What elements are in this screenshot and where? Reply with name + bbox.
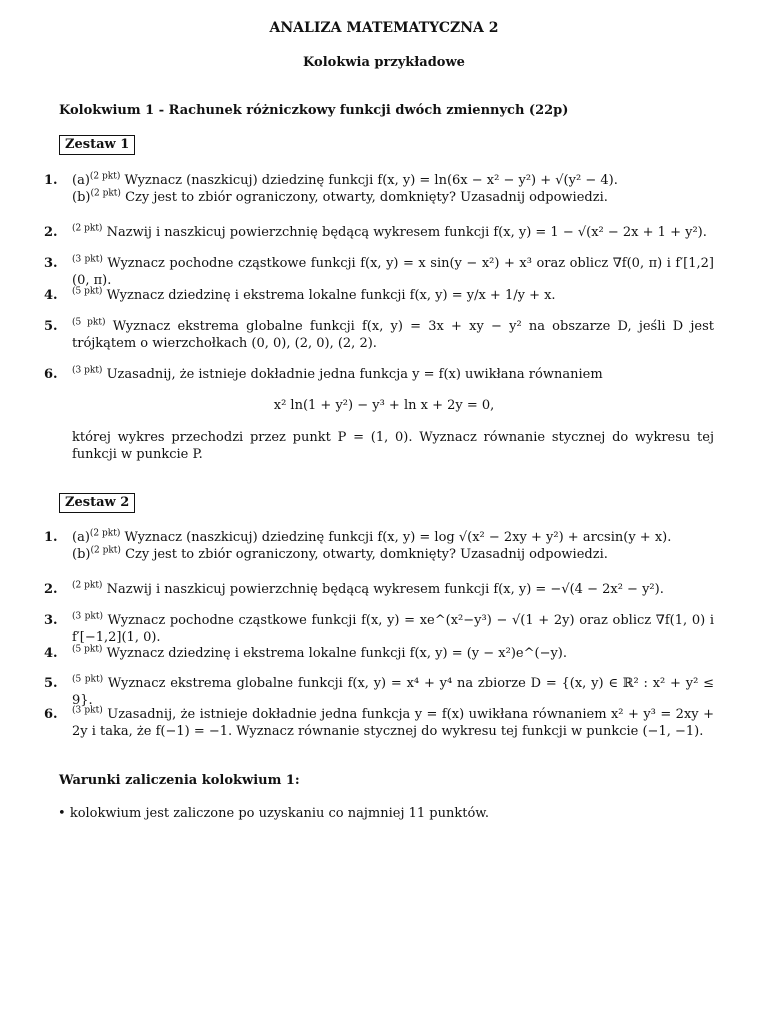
set-1-problem-3: 3. $^{(3 pkt)}$ Wyznacz pochodne cząstkowe funkcji f(x, y) = x sin(y − x²) + x³ oraz oblicz ∇f(0, π) i f′[1,2](0, π). [44,254,715,288]
set-1-problem-2: 2. $^{(2 pkt)}$ Nazwij i naszkicuj powierzchnię będącą wykresem funkcji f(x, y) = 1 − √(x² − 2x + 1 + y²). [44,223,707,240]
problem-text: Uzasadnij, że istnieje dokładnie jedna funkcja y = f(x) uwikłana równaniem x² + y³ = 2xy + 2y i taka, że f(−1) = −1. Wyznacz równanie stycznej do wykresu tej funkcji w punkcie (−1, −1). [72,707,714,739]
problem-text: Wyznacz ekstrema globalne funkcji f(x, y) = x⁴ + y⁴ na zbiorze D = {(x, y) ∈ ℝ² : x² + y² ≤ 9}. [72,676,714,708]
set-1-problem-1: 1. $(a)^{(2 pkt)}$ Wyznacz (naszkicuj) dziedzinę funkcji f(x, y) = ln(6x − x² − y²) + √(y² − 4). $(b)^{(2 pkt)}$ Czy jest to zbiór ograniczony, otwarty, domknięty? Uzasadnij odpowiedzi. [44,171,618,205]
problem-text: Czy jest to zbiór ograniczony, otwarty, domknięty? Uzasadnij odpowiedzi. [125,190,608,205]
set-1-problem-5: 5. $^{(5 pkt)}$ Wyznacz ekstrema globalne funkcji f(x, y) = 3x + xy − y² na obszarze D, jeśli D jest trójkątem o wierzchołkach (0, 0), (2, 0), (2, 2). [44,317,714,351]
problem-text: Wyznacz ekstrema globalne funkcji f(x, y) = 3x + xy − y² na obszarze D, jeśli D jest trójkątem o wierzchołkach (0, 0), (2, 0), (2, 2). [72,319,714,351]
problem-text: Wyznacz (naszkicuj) dziedzinę funkcji f(x, y) = ln(6x − x² − y²) + √(y² − 4). [124,173,618,188]
problem-text: Nazwij i naszkicuj powierzchnię będącą wykresem funkcji f(x, y) = 1 − √(x² − 2x + 1 + y²). [106,225,707,240]
section-heading: Kolokwium 1 - Rachunek różniczkowy funkcji dwóch zmiennych (22p) [59,103,569,118]
set-1-problem-6: 6. $^{(3 pkt)}$ Uzasadnij, że istnieje dokładnie jedna funkcja y = f(x) uwikłana równaniem [44,365,603,382]
document-subtitle: Kolokwia przykładowe [303,55,465,70]
problem-text: Wyznacz dziedzinę i ekstrema lokalne funkcji f(x, y) = (y − x²)e^(−y). [106,646,568,661]
set-2-problem-5: 5. $^{(5 pkt)}$ Wyznacz ekstrema globalne funkcji f(x, y) = x⁴ + y⁴ na zbiorze D = {(x, y) ∈ ℝ² : x² + y² ≤ 9}. [44,674,714,708]
set-1-label: Zestaw 1 [59,135,135,155]
set-2-label: Zestaw 2 [59,493,135,513]
problem-text: Wyznacz pochodne cząstkowe funkcji f(x, y) = xe^(x²−y³) − √(1 + 2y) oraz oblicz ∇f(1, 0) i f′[−1,2](1, 0). [72,613,714,645]
set-2-problem-4: 4. $^{(5 pkt)}$ Wyznacz dziedzinę i ekstrema lokalne funkcji f(x, y) = (y − x²)e^(−y). [44,644,568,661]
problem-text: Nazwij i naszkicuj powierzchnię będącą wykresem funkcji f(x, y) = −√(4 − 2x² − y²). [106,582,664,597]
problem-text: Czy jest to zbiór ograniczony, otwarty, domknięty? Uzasadnij odpowiedzi. [125,547,608,562]
conditions-heading: Warunki zaliczenia kolokwium 1: [59,773,300,788]
set-2-problem-6: 6. $^{(3 pkt)}$ Uzasadnij, że istnieje dokładnie jedna funkcja y = f(x) uwikłana równaniem x² + y³ = 2xy + 2y i taka, że f(−1) = −1. Wyznacz równanie stycznej do wykresu tej funkcji w punkcie (−1, −1). [44,705,714,739]
set-2-problem-3: 3. $^{(3 pkt)}$ Wyznacz pochodne cząstkowe funkcji f(x, y) = xe^(x²−y³) − √(1 + 2y) oraz oblicz ∇f(1, 0) i f′[−1,2](1, 0). [44,611,714,645]
problem-text: Wyznacz dziedzinę i ekstrema lokalne funkcji f(x, y) = y/x + 1/y + x. [106,288,556,303]
set-1-problem-6-continuation: której wykres przechodzi przez punkt P = (1, 0). Wyznacz równanie stycznej do wykresu tej funkcji w punkcie P. [72,430,714,462]
set-1-equation: x² ln(1 + y²) − y³ + ln x + 2y = 0, [273,398,495,413]
conditions-list-item: • kolokwium jest zaliczone po uzyskaniu co najmniej 11 punktów. [58,806,489,821]
set-2-problem-2: 2. $^{(2 pkt)}$ Nazwij i naszkicuj powierzchnię będącą wykresem funkcji f(x, y) = −√(4 − 2x² − y²). [44,580,664,597]
bullet-icon: • [58,806,66,821]
problem-text: Wyznacz (naszkicuj) dziedzinę funkcji f(x, y) = log √(x² − 2xy + y²) + arcsin(y + x). [124,530,672,545]
set-1-problem-4: 4. $^{(5 pkt)}$ Wyznacz dziedzinę i ekstrema lokalne funkcji f(x, y) = y/x + 1/y + x. [44,286,556,303]
document-title: ANALIZA MATEMATYCZNA 2 [269,20,499,36]
set-2-problem-1: 1. $(a)^{(2 pkt)}$ Wyznacz (naszkicuj) dziedzinę funkcji f(x, y) = log √(x² − 2xy + y²) + arcsin(y + x). $(b)^{(2 pkt)}$ Czy jest to zbiór ograniczony, otwarty, domknięty? Uzasadnij odpowiedzi. [44,528,672,562]
problem-text: Wyznacz pochodne cząstkowe funkcji f(x, y) = x sin(y − x²) + x³ oraz oblicz ∇f(0, π) i f′[1,2](0, π). [72,256,715,288]
problem-text: Uzasadnij, że istnieje dokładnie jedna funkcja y = f(x) uwikłana równaniem [106,367,603,382]
